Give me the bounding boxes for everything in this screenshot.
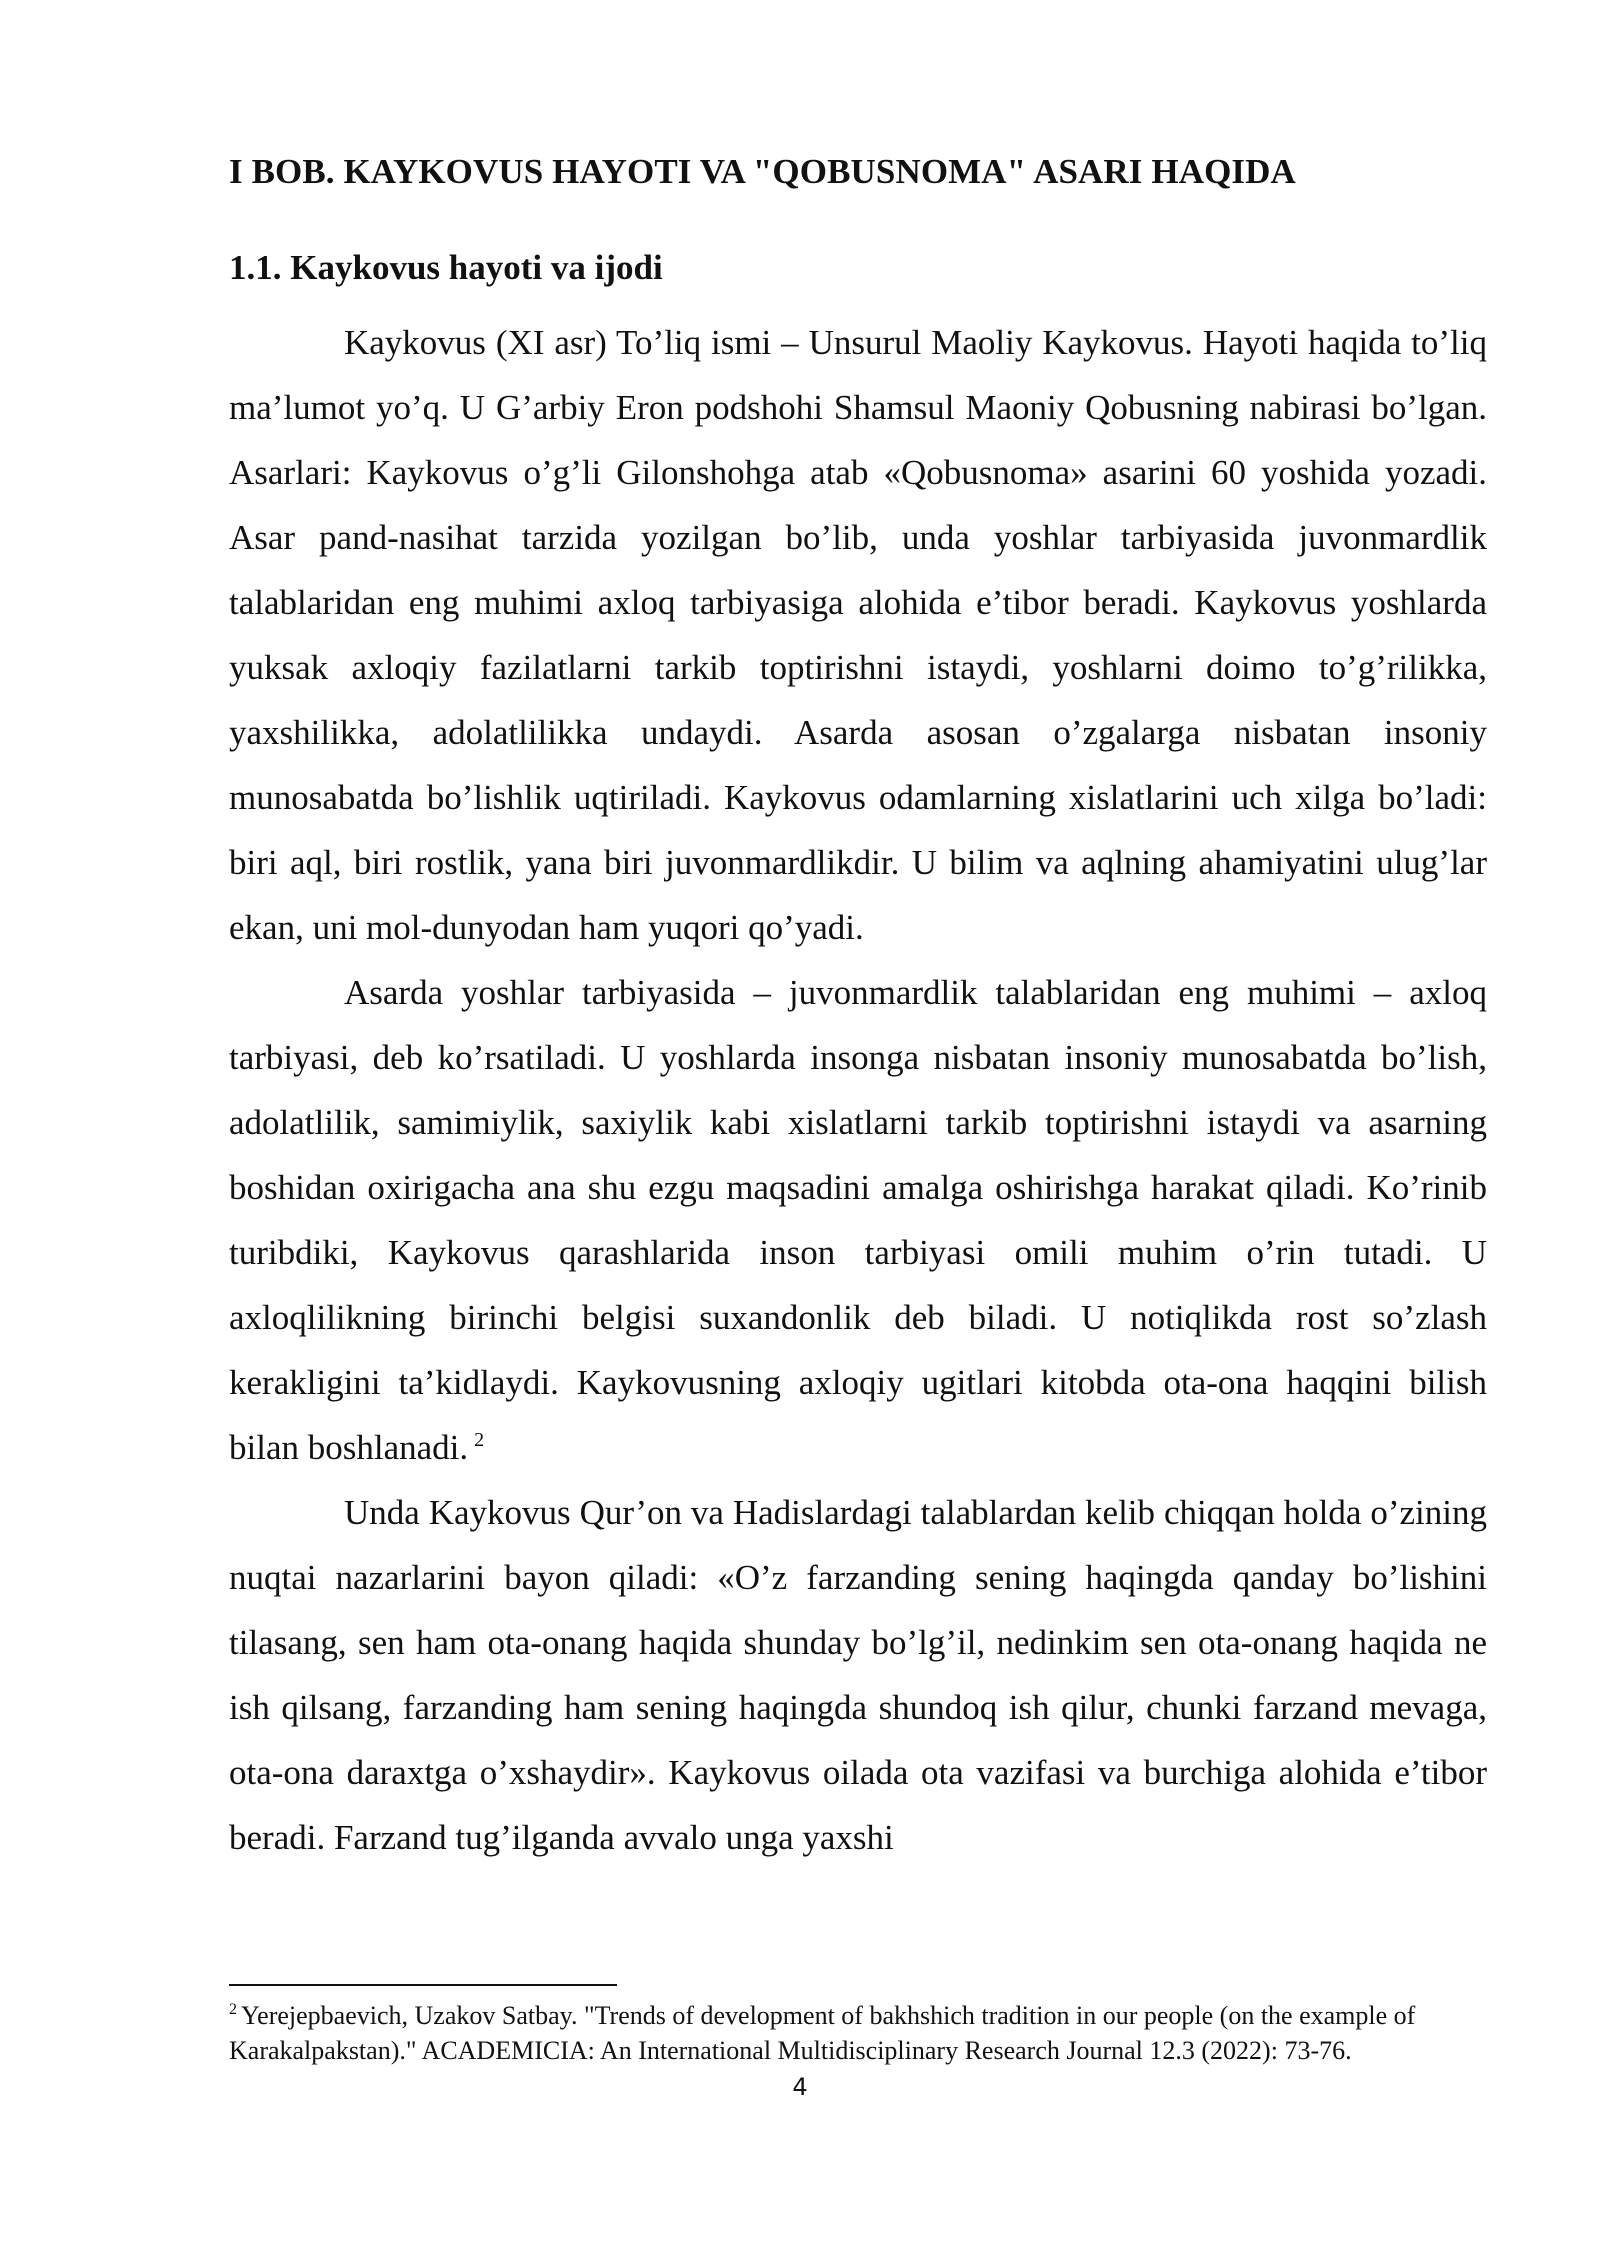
main-content: [229, 148, 1487, 1870]
footnote-reference[interactable]: 2: [474, 1429, 485, 1452]
page-number: 4: [792, 2073, 808, 2101]
paragraph-3: [229, 1480, 1487, 1870]
paragraph-1: [229, 310, 1487, 960]
chapter-heading: I BOB. KAYKOVUS HAYOTI VA "QOBUSNOMA" ASARI HAQIDA: [229, 152, 1296, 191]
footnote-text: Yerejepbaevich, Uzakov Satbay. "Trends of development of bakhshich tradition in our people (on the example of Karakalpakstan)." ACADEMICIA: An International Multidisciplinary Research Journal 12.3 (2022): 73-76.: [229, 2001, 1416, 2065]
section-heading: 1.1. Kaykovus hayoti va ijodi: [229, 248, 663, 287]
footnote: [229, 1998, 1487, 2068]
footnote-mark: 2: [229, 2001, 237, 2019]
paragraph-2-text: Asarda yoshlar tarbiyasida – juvonmardlik talablaridan eng muhimi – axloq tarbiyasi, deb ko’rsatiladi. U yoshlarda insonga nisbatan insoniy munosabatda bo’lish, adolatlilik, samimiylik, saxiylik kabi xislatlarni tarkib toptirishni istaydi va asarning boshidan oxirigacha ana shu ezgu maqsadini amalga oshirishga harakat qiladi. Ko’rinib turibdiki, Kaykovus qarashlarida inson tarbiyasi omili muhim o’rin tutadi. U axloqlilikning birinchi belgisi suxandonlik deb biladi. U notiqlikda rost so’zlash kerakligini ta’kidlaydi. Kaykovusning axloqiy ugitlari kitobda ota-ona haqqini bilish bilan boshlanadi.: [229, 973, 1487, 1467]
paragraph-2: [229, 960, 1487, 1480]
footnote-separator: [229, 1984, 617, 1986]
paragraph-1-text: Kaykovus (XI asr) To’liq ismi – Unsurul Maoliy Kaykovus. Hayoti haqida to’liq ma’lumot yo’q. U G’arbiy Eron podshohi Shamsul Maoniy Qobusning nabirasi bo’lgan. Asarlari: Kaykovus o’g’li Gilonshohga atab «Qobusnoma» asarini 60 yoshida yozadi. Asar pand-nasihat tarzida yozilgan bo’lib, unda yoshlar tarbiyasida juvonmardlik talablaridan eng muhimi axloq tarbiyasiga alohida e’tibor beradi. Kaykovus yoshlarda yuksak axloqiy fazilatlarni tarkib toptirishni istaydi, yoshlarni doimo to’g’rilikka, yaxshilikka, adolatlilikka undaydi. Asarda asosan o’zgalarga nisbatan insoniy munosabatda bo’lishlik uqtiriladi. Kaykovus odamlarning xislatlarini uch xilga bo’ladi: biri aql, biri rostlik, yana biri juvonmardlikdir. U bilim va aqlning ahamiyatini ulug’lar ekan, uni mol-dunyodan ham yuqori qo’yadi.: [229, 323, 1487, 947]
paragraph-3-text: Unda Kaykovus Qur’on va Hadislardagi talablardan kelib chiqqan holda o’zining nuqtai nazarlarini bayon qiladi: «O’z farzanding sening haqingda qanday bo’lishini tilasang, sen ham ota-onang haqida shunday bo’lg’il, nedinkim sen ota-onang haqida ne ish qilsang, farzanding ham sening haqingda shundoq ish qilur, chunki farzand mevaga, ota-ona daraxtga o’xshaydir». Kaykovus oilada ota vazifasi va burchiga alohida e’tibor beradi. Farzand tug’ilganda avvalo unga yaxshi: [229, 1493, 1487, 1857]
